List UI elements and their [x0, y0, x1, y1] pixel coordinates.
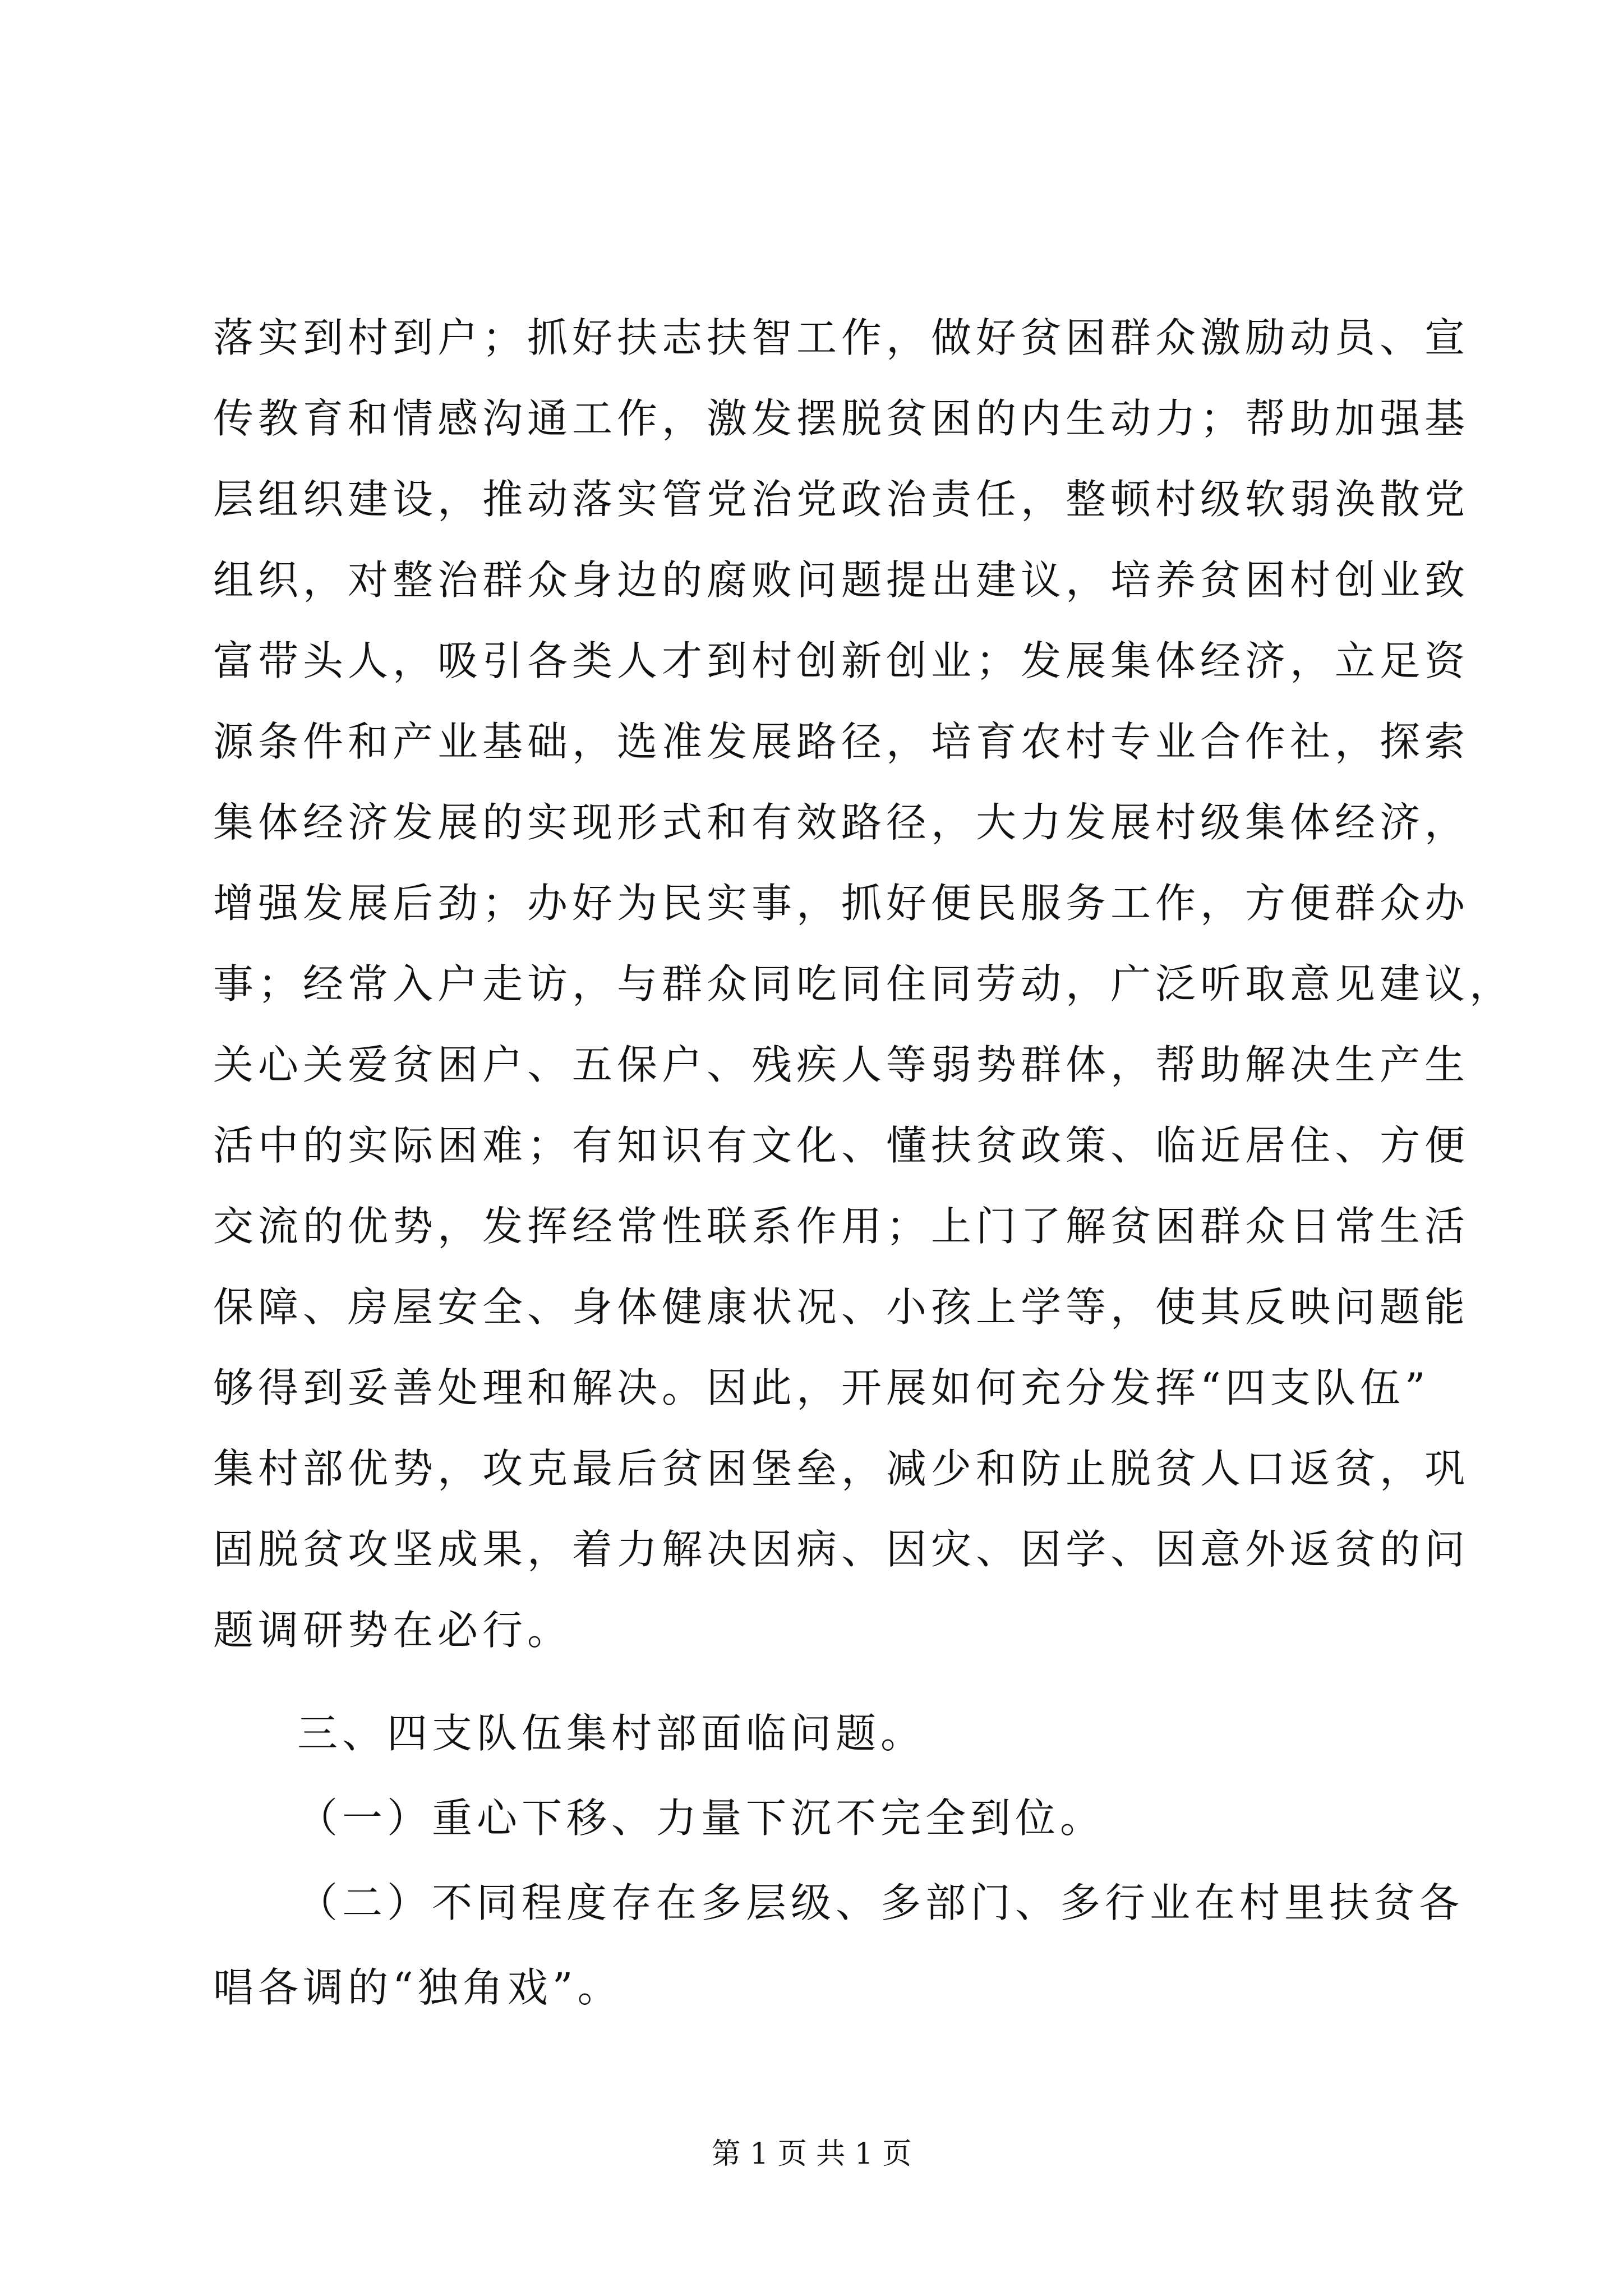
list-item: （二）不同程度存在多层级、多部门、多行业在村里扶贫各	[297, 1879, 1464, 1926]
paragraph-line: 活中的实际困难；有知识有文化、懂扶贫政策、临近居住、方便	[213, 1122, 1470, 1169]
paragraph-line: 保障、房屋安全、身体健康状况、小孩上学等，使其反映问题能	[213, 1283, 1470, 1331]
paragraph-line: 事；经常入户走访，与群众同吃同住同劳动，广泛听取意见建议，	[213, 960, 1515, 1007]
paragraph-line: 层组织建设，推动落实管党治党政治责任，整顿村级软弱涣散党	[213, 476, 1470, 523]
section-heading: 三、四支队伍集村部面临问题。	[297, 1710, 926, 1757]
paragraph-line: 集体经济发展的实现形式和有效路径，大力发展村级集体经济，	[213, 799, 1470, 846]
list-item-continuation: 唱各调的“独角戏”。	[213, 1964, 623, 2011]
paragraph-line: 交流的优势，发挥经常性联系作用；上门了解贫困群众日常生活	[213, 1203, 1470, 1250]
paragraph-line: 够得到妥善处理和解决。因此，开展如何充分发挥“四支队伍”	[213, 1364, 1430, 1411]
paragraph-line: 传教育和情感沟通工作，激发摆脱贫困的内生动力；帮助加强基	[213, 395, 1470, 442]
paragraph-line: 落实到村到户；抓好扶志扶智工作，做好贫困群众激励动员、宣	[213, 314, 1470, 361]
page-footer: 第 1 页 共 1 页	[711, 2137, 912, 2171]
list-item: （一）重心下移、力量下沉不完全到位。	[297, 1795, 1105, 1842]
paragraph-line: 题调研势在必行。	[213, 1607, 573, 1654]
section-block	[213, 1691, 1464, 2030]
paragraph-line: 关心关爱贫困户、五保户、残疾人等弱势群体，帮助解决生产生	[213, 1041, 1470, 1088]
paragraph-line: 富带头人，吸引各类人才到村创新创业；发展集体经济，立足资	[213, 637, 1470, 684]
paragraph-line: 集村部优势，攻克最后贫困堡垒，减少和防止脱贫人口返贫，巩	[213, 1445, 1470, 1492]
paragraph-line: 组织，对整治群众身边的腐败问题提出建议，培养贫困村创业致	[213, 556, 1470, 604]
paragraph-line: 增强发展后劲；办好为民实事，抓好便民服务工作，方便群众办	[213, 880, 1470, 927]
paragraph-line: 固脱贫攻坚成果，着力解决因病、因灾、因学、因意外返贫的问	[213, 1526, 1470, 1573]
paragraph-line: 源条件和产业基础，选准发展路径，培育农村专业合作社，探索	[213, 718, 1470, 765]
body-paragraph	[213, 297, 1515, 1671]
